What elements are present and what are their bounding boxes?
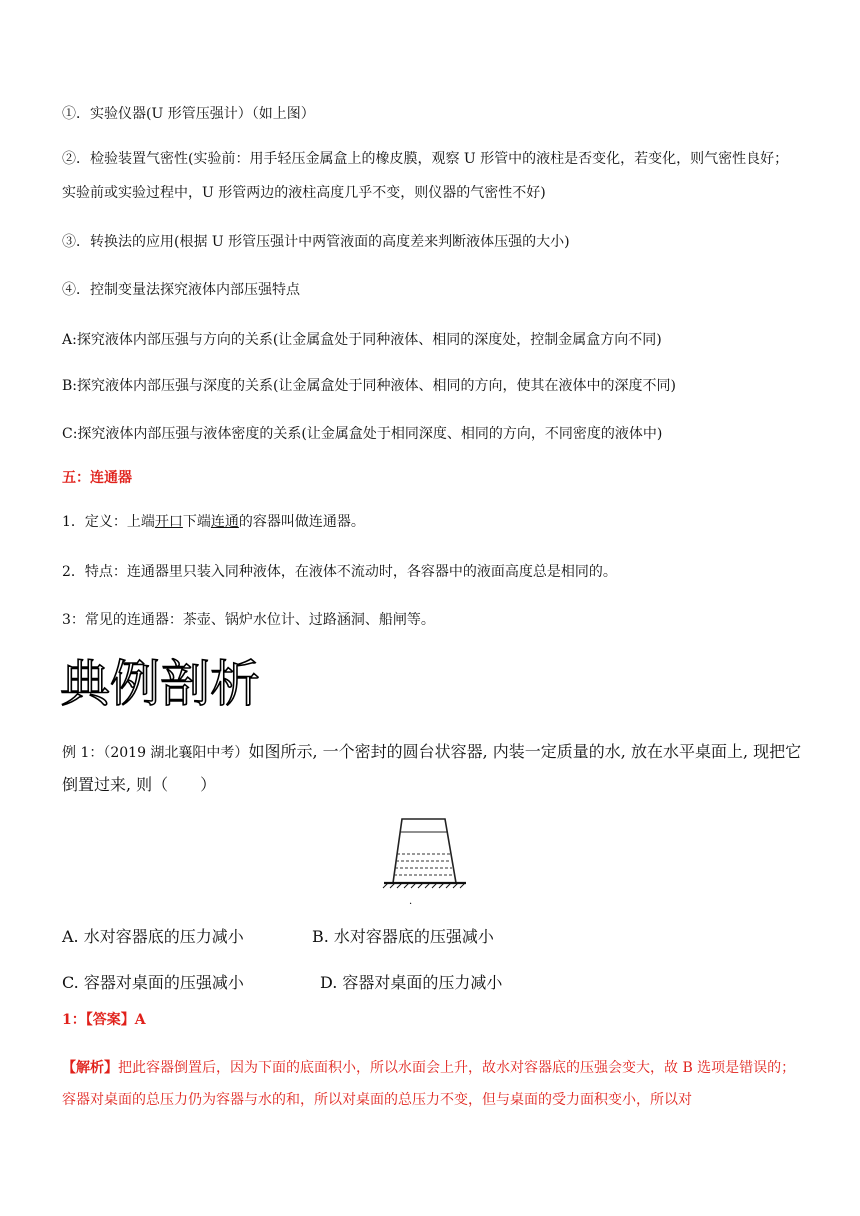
option-a: A. 水对容器底的压力减小 [62, 927, 244, 946]
definition-underline-connected: 连通 [210, 514, 239, 530]
definition-mid: 下端 [182, 514, 211, 530]
text-line-c: C:探究液体内部压强与液体密度的关系(让金属盒处于相同深度、相同的方向，不同密度的液体中) [62, 426, 663, 442]
analysis-text: 把此容器倒置后，因为下面的底面积小，所以水面会上升，故水对容器底的压强会变大，故 B 选项是错误的；容器对桌面的总压力仍为容器与水的和，所以对桌面的总压力不变，但与桌面的受力面积变小，所以对 [62, 1060, 796, 1108]
answer-line: 1：【答案】A [62, 1012, 146, 1028]
section-heading-connected-vessels: 五：连通器 [62, 470, 132, 486]
analysis-paragraph [62, 1052, 802, 1116]
definition-line [62, 512, 365, 532]
text-line-4: ④．控制变量法探究液体内部压强特点 [62, 282, 300, 298]
definition-prefix: 1．定义：上端 [62, 514, 155, 530]
example-1-prefix: 例 1：（2019 湖北襄阳中考） [62, 745, 249, 761]
example-section-title: 典例剖析 [60, 655, 260, 713]
text-line-1: ①．实验仪器(U 形管压强计）（如上图） [62, 106, 315, 122]
feature-line: 2．特点：连通器里只装入同种液体，在液体不流动时，各容器中的液面高度总是相同的。 [62, 564, 617, 580]
analysis-label: 【解析】 [62, 1060, 118, 1076]
text-line-3: ③．转换法的应用(根据 U 形管压强计中两管液面的高度差来判断液体压强的大小) [62, 234, 570, 250]
frustum-container-figure [380, 816, 470, 906]
figure-dot: . [409, 896, 413, 906]
option-b: B. 水对容器底的压强减小 [312, 927, 494, 946]
option-d: D. 容器对桌面的压力减小 [320, 973, 503, 992]
container-outline [393, 819, 456, 883]
example-1-question [62, 736, 802, 802]
example-1-question-text: 如图所示, 一个密封的圆台状容器, 内装一定质量的水, 放在水平桌面上, 现把它倒置过来, 则（ ） [62, 742, 802, 794]
text-line-2: ②．检验装置气密性(实验前：用手轻压金属盒上的橡皮膜，观察 U 形管中的液柱是否变化，若变化，则气密性良好；实验前或实验过程中，U 形管两边的液柱高度几乎不变，则仪器的气密性不好) [62, 151, 789, 201]
definition-suffix: 的容器叫做连通器。 [238, 514, 365, 530]
option-c: C. 容器对桌面的压强减小 [62, 973, 244, 992]
text-line-b: B:探究液体内部压强与深度的关系(让金属盒处于同种液体、相同的方向，使其在液体中的深度不同) [62, 378, 676, 394]
text-line-a: A:探究液体内部压强与方向的关系(让金属盒处于同种液体、相同的深度处，控制金属盒方向不同) [62, 332, 662, 348]
definition-underline-open: 开口 [154, 514, 183, 530]
common-examples-line: 3：常见的连通器：茶壶、锅炉水位计、过路涵洞、船闸等。 [62, 612, 435, 628]
